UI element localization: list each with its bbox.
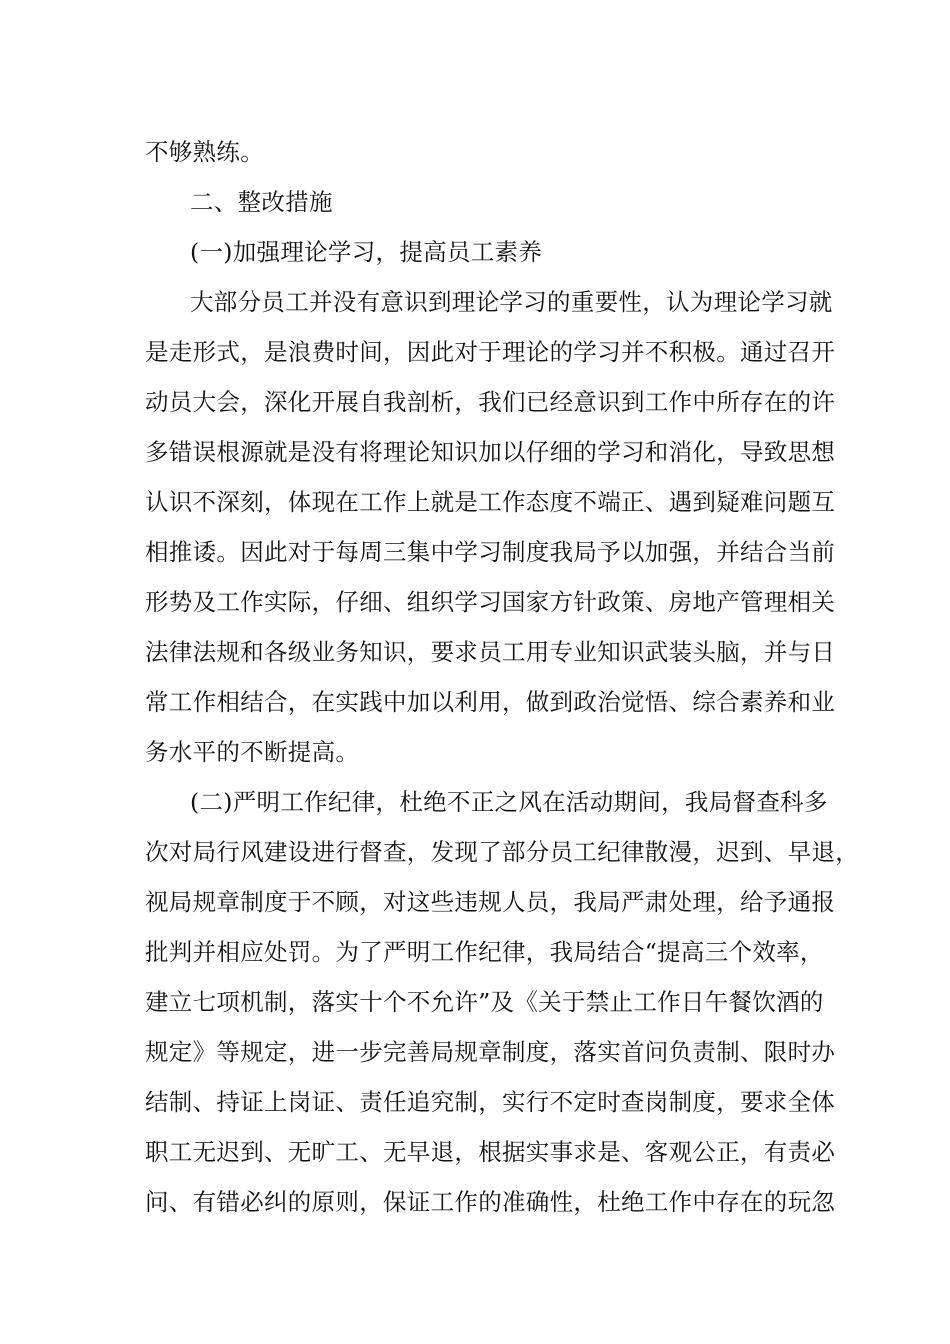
text-line: 建立七项机制，落实十个不允许”及《关于禁止工作日午餐饮酒的 [145, 988, 824, 1016]
text-line: 职工无迟到、无旷工、无早退，根据实事求是、客观公正，有责必 [145, 1138, 836, 1166]
subsection-heading: (一)加强理论学习，提高员工素养 [190, 238, 543, 266]
text-line: 问、有错必纠的原则，保证工作的准确性，杜绝工作中存在的玩忽 [145, 1188, 836, 1216]
text-line: 认识不深刻，体现在工作上就是工作态度不端正、遇到疑难问题互 [145, 488, 836, 516]
text-line: 次对局行风建设进行督查，发现了部分员工纪律散漫，迟到、早退， [145, 838, 859, 866]
subsection-heading: (二)严明工作纪律，杜绝不正之风在活动期间，我局督查科多 [190, 788, 828, 816]
text-line: 务水平的不断提高。 [145, 738, 360, 766]
text-line: 结制、持证上岗证、责任追究制，实行不定时查岗制度，要求全体 [145, 1088, 836, 1116]
text-line: 多错误根源就是没有将理论知识加以仔细的学习和消化，导致思想 [145, 438, 836, 466]
text-line: 视局规章制度于不顾，对这些违规人员，我局严肃处理，给予通报 [145, 888, 836, 916]
text-line: 相推诿。因此对于每周三集中学习制度我局予以加强，并结合当前 [145, 538, 836, 566]
text-line: 形势及工作实际，仔细、组织学习国家方针政策、房地产管理相关 [145, 588, 836, 616]
section-heading: 二、整改措施 [190, 188, 333, 216]
text-line: 动员大会，深化开展自我剖析，我们已经意识到工作中所存在的许 [145, 388, 836, 416]
text-line: 大部分员工并没有意识到理论学习的重要性，认为理论学习就 [190, 288, 833, 316]
text-line: 常工作相结合，在实践中加以利用，做到政治觉悟、综合素养和业 [145, 688, 836, 716]
text-line: 是走形式，是浪费时间，因此对于理论的学习并不积极。通过召开 [145, 338, 836, 366]
text-line: 法律法规和各级业务知识，要求员工用专业知识武装头脑，并与日 [145, 638, 836, 666]
text-line: 规定》等规定，进一步完善局规章制度，落实首问负责制、限时办 [145, 1038, 836, 1066]
text-line: 批判并相应处罚。为了严明工作纪律，我局结合“提高三个效率， [145, 938, 824, 966]
text-line: 不够熟练。 [145, 138, 264, 166]
